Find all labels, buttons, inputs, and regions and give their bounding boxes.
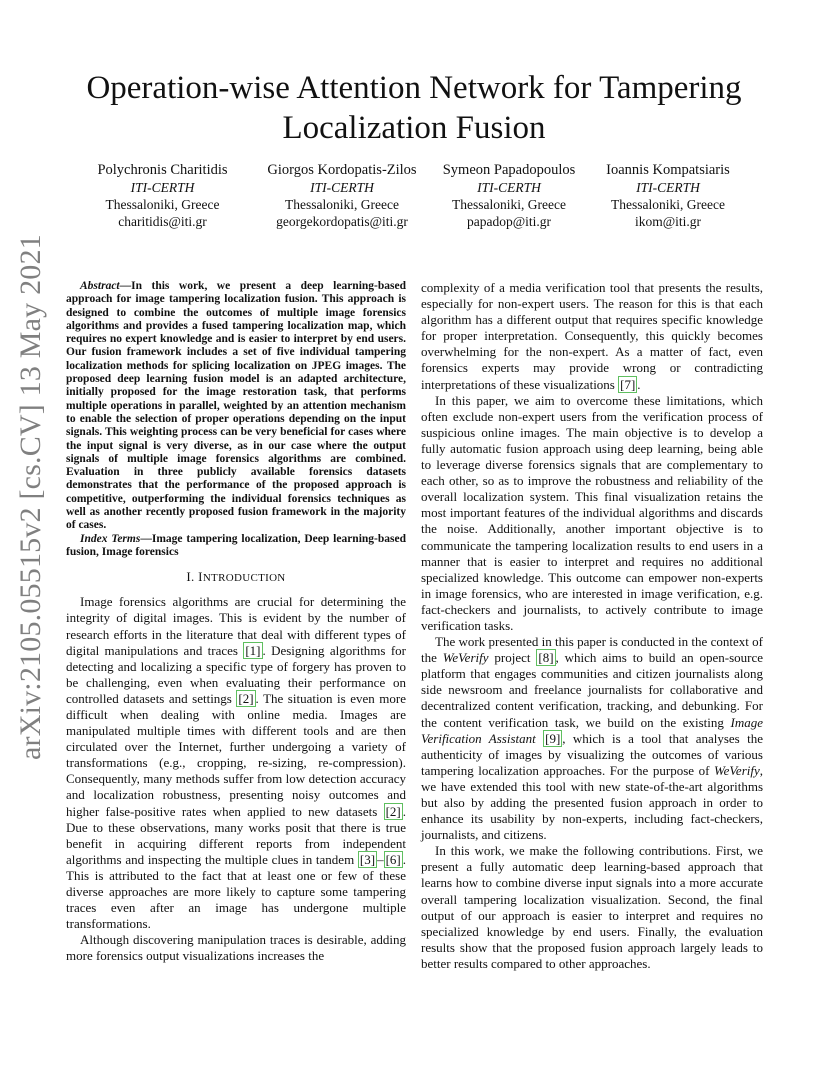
author-name: Polychronis Charitidis [97, 162, 228, 178]
text-run: , which aims to build an open-source platform that engages communities and citizen journalists along side newsroom and freelance journalists for collaborative and decentralized content verification, tracking, and debunking. For the content verification task, we build on the existing [421, 650, 763, 730]
author-email: ikom@iti.gr [634, 214, 702, 229]
citation-link[interactable]: [6] [385, 851, 401, 867]
paper-title: Operation-wise Attention Network for Tampering Localization Fusion [86, 70, 742, 146]
abstract [66, 280, 406, 533]
citation-link[interactable]: [2] [385, 803, 401, 819]
author-location: Thessaloniki, Greece [105, 197, 220, 212]
author-email: charitidis@iti.gr [118, 214, 207, 229]
citation-link[interactable]: [8] [538, 650, 554, 666]
author-name: Ioannis Kompatsiaris [606, 162, 730, 178]
text-run: . The situation is even more difficult when dealing with online media. Images are manipulated multiple times with different tools and are then circulated over the Internet, further undergoing a variety of transformations (e.g., cropping, re-sizing, re-compression). Consequently, many methods suffer from low detection accuracy and localization robustness, presenting noisy outcomes and higher false-positive rates when applied to new datasets [66, 690, 406, 819]
tool-name: Image Verification Assistant [421, 714, 763, 746]
citation-link[interactable]: [7] [620, 376, 636, 392]
section-title-initial: I [198, 569, 203, 585]
project-name: WeVerify [714, 762, 760, 778]
text-run: . [637, 376, 641, 392]
arxiv-stamp: arXiv:2105.05515v2 [cs.CV] 13 May 2021 [14, 234, 47, 760]
index-terms [66, 533, 406, 560]
intro-paragraph-2: Although discovering manipulation traces is desirable, adding more forensics output visualizations increases the [66, 932, 406, 964]
intro-paragraph-1 [66, 594, 406, 932]
citation-link[interactable]: [1] [245, 642, 261, 658]
author-4 [593, 162, 743, 230]
citation-link[interactable]: [2] [238, 690, 254, 706]
text-run: – [377, 851, 384, 867]
intro-paragraph-5: In this work, we make the following contributions. First, we present a fully automatic deep learning-based approach that learns how to combine diverse input signals into a more accurate overall tampering localization visualization. Second, the final output of our approach is easier to interpret and requires no specialized knowledge by end users. Finally, the evaluation results show that the proposed fusion approach largely leads to better results compared to other approaches. [421, 843, 763, 971]
text-run: . Due to these observations, many works posit that there is true benefit in acquiring different reports from independent algorithms and inspecting the multiple clues in tandem [66, 803, 406, 867]
citation-link[interactable]: [3] [359, 851, 376, 867]
author-affiliation: ITI-CERTH [310, 180, 374, 195]
author-name: Giorgos Kordopatis-Zilos [267, 162, 417, 178]
section-heading [66, 569, 406, 586]
text-run: Image forensics algorithms are crucial for determining the integrity of digital images. This is evident by the number of research efforts in the literature that deal with different types of digital manipulations and traces [66, 594, 406, 658]
intro-paragraph-3: In this paper, we aim to overcome these limitations, which often exclude non-expert users from the verification process of suspicious online images. The main objective is to develop a fully automatic fusion approach using deep learning, being able to leverage diverse forensics signals that are complementary to each other, so as to improve the robustness and reliability of the overall localization system. This final visualization retains the most important features of the individual algorithms and discards the noise. Additionally, another important objective is to communicate the tampering localization results to end users in a manner that is easier to interpret and requires no additional specialized knowledge. This outcome can empower non-experts in image forensics, who are interested in image verification, e.g. fact-checkers and journalists, to actively contribute to image verification tasks. [421, 392, 763, 633]
author-affiliation: ITI-CERTH [477, 180, 541, 195]
author-location: Thessaloniki, Greece [285, 197, 399, 212]
text-run: project [488, 650, 537, 666]
citation-link[interactable]: [9] [545, 730, 561, 746]
author-location: Thessaloniki, Greece [452, 197, 566, 212]
index-terms-label: Index Terms [80, 532, 141, 545]
left-column [66, 280, 406, 964]
author-3 [430, 162, 588, 230]
section-title-rest: NTRODUCTION [202, 572, 286, 585]
intro-paragraph-continued [421, 280, 763, 393]
author-email: papadop@iti.gr [466, 214, 552, 229]
text-run: , which is a tool that analyses the authenticity of images by visualizing the outcomes of various tampering localization approaches. For the purpose of [421, 730, 763, 778]
text-run: . Designing algorithms for detecting and localizing a specific type of forgery has proven to be challenging, even when evaluating their performance on controlled datasets and settings [66, 642, 406, 706]
abstract-text: —In this work, we present a deep learning-based approach for image tampering localization fusion. This approach is designed to combine the outcomes of multiple image forensics algorithms and provides a fused tampering localization map, which requires no expert knowledge and is easier to interpret by end users. Our fusion framework includes a set of five individual tampering localization methods for splicing localization on JPEG images. The proposed deep learning fusion model is an adapted architecture, initially proposed for the image restoration task, that performs multiple operations in parallel, weighted by an attention mechanism to enable the selection of proper operations depending on the input signals. This weighting process can be very beneficial for cases where the input signal is very diverse, as in our case where the output signals of multiple image forensics algorithms are combined. Evaluation in three publicly available forensics datasets demonstrates that the performance of the proposed approach is competitive, outperforming the individual forensics techniques as well as another recently proposed fusion framework in the majority of cases. [66, 280, 406, 532]
author-affiliation: ITI-CERTH [636, 180, 700, 195]
section-number: I. [186, 569, 195, 585]
text-run: , we have extended this tool with new state-of-the-art algorithms but also by adding the presented fusion approach in order to enhance its usability by non-experts, including fact-checkers, journalists, and citizens. [421, 762, 763, 843]
text-run: The work presented in this paper is conducted in the context of the [421, 634, 763, 666]
text-run: . This is attributed to the fact that at least one or few of these diverse approaches are more likely to capture some tampering traces even after an image has undergone multiple transformations. [66, 851, 406, 932]
index-terms-text: —Image tampering localization, Deep learning-based fusion, Image forensics [66, 532, 406, 558]
author-1 [70, 162, 255, 230]
author-location: Thessaloniki, Greece [611, 197, 725, 212]
author-affiliation: ITI-CERTH [130, 180, 195, 195]
author-name: Symeon Papadopoulos [442, 162, 576, 178]
right-column [421, 280, 763, 972]
abstract-label: Abstract [80, 280, 120, 292]
project-name: WeVerify [442, 650, 489, 666]
author-email: georgekordopatis@iti.gr [276, 214, 408, 229]
author-2 [246, 162, 438, 230]
text-run: complexity of a media verification tool that presents the results, especially for non-expert users. The reason for this is that each algorithm has a different output that requires specific knowledge for proper interpretation. Consequently, this quickly becomes overwhelming for the non-expert. As a matter of fact, even forensics experts may provide wrong or contradicting interpretations of these visualizations [421, 280, 763, 392]
intro-paragraph-4 [421, 634, 763, 843]
